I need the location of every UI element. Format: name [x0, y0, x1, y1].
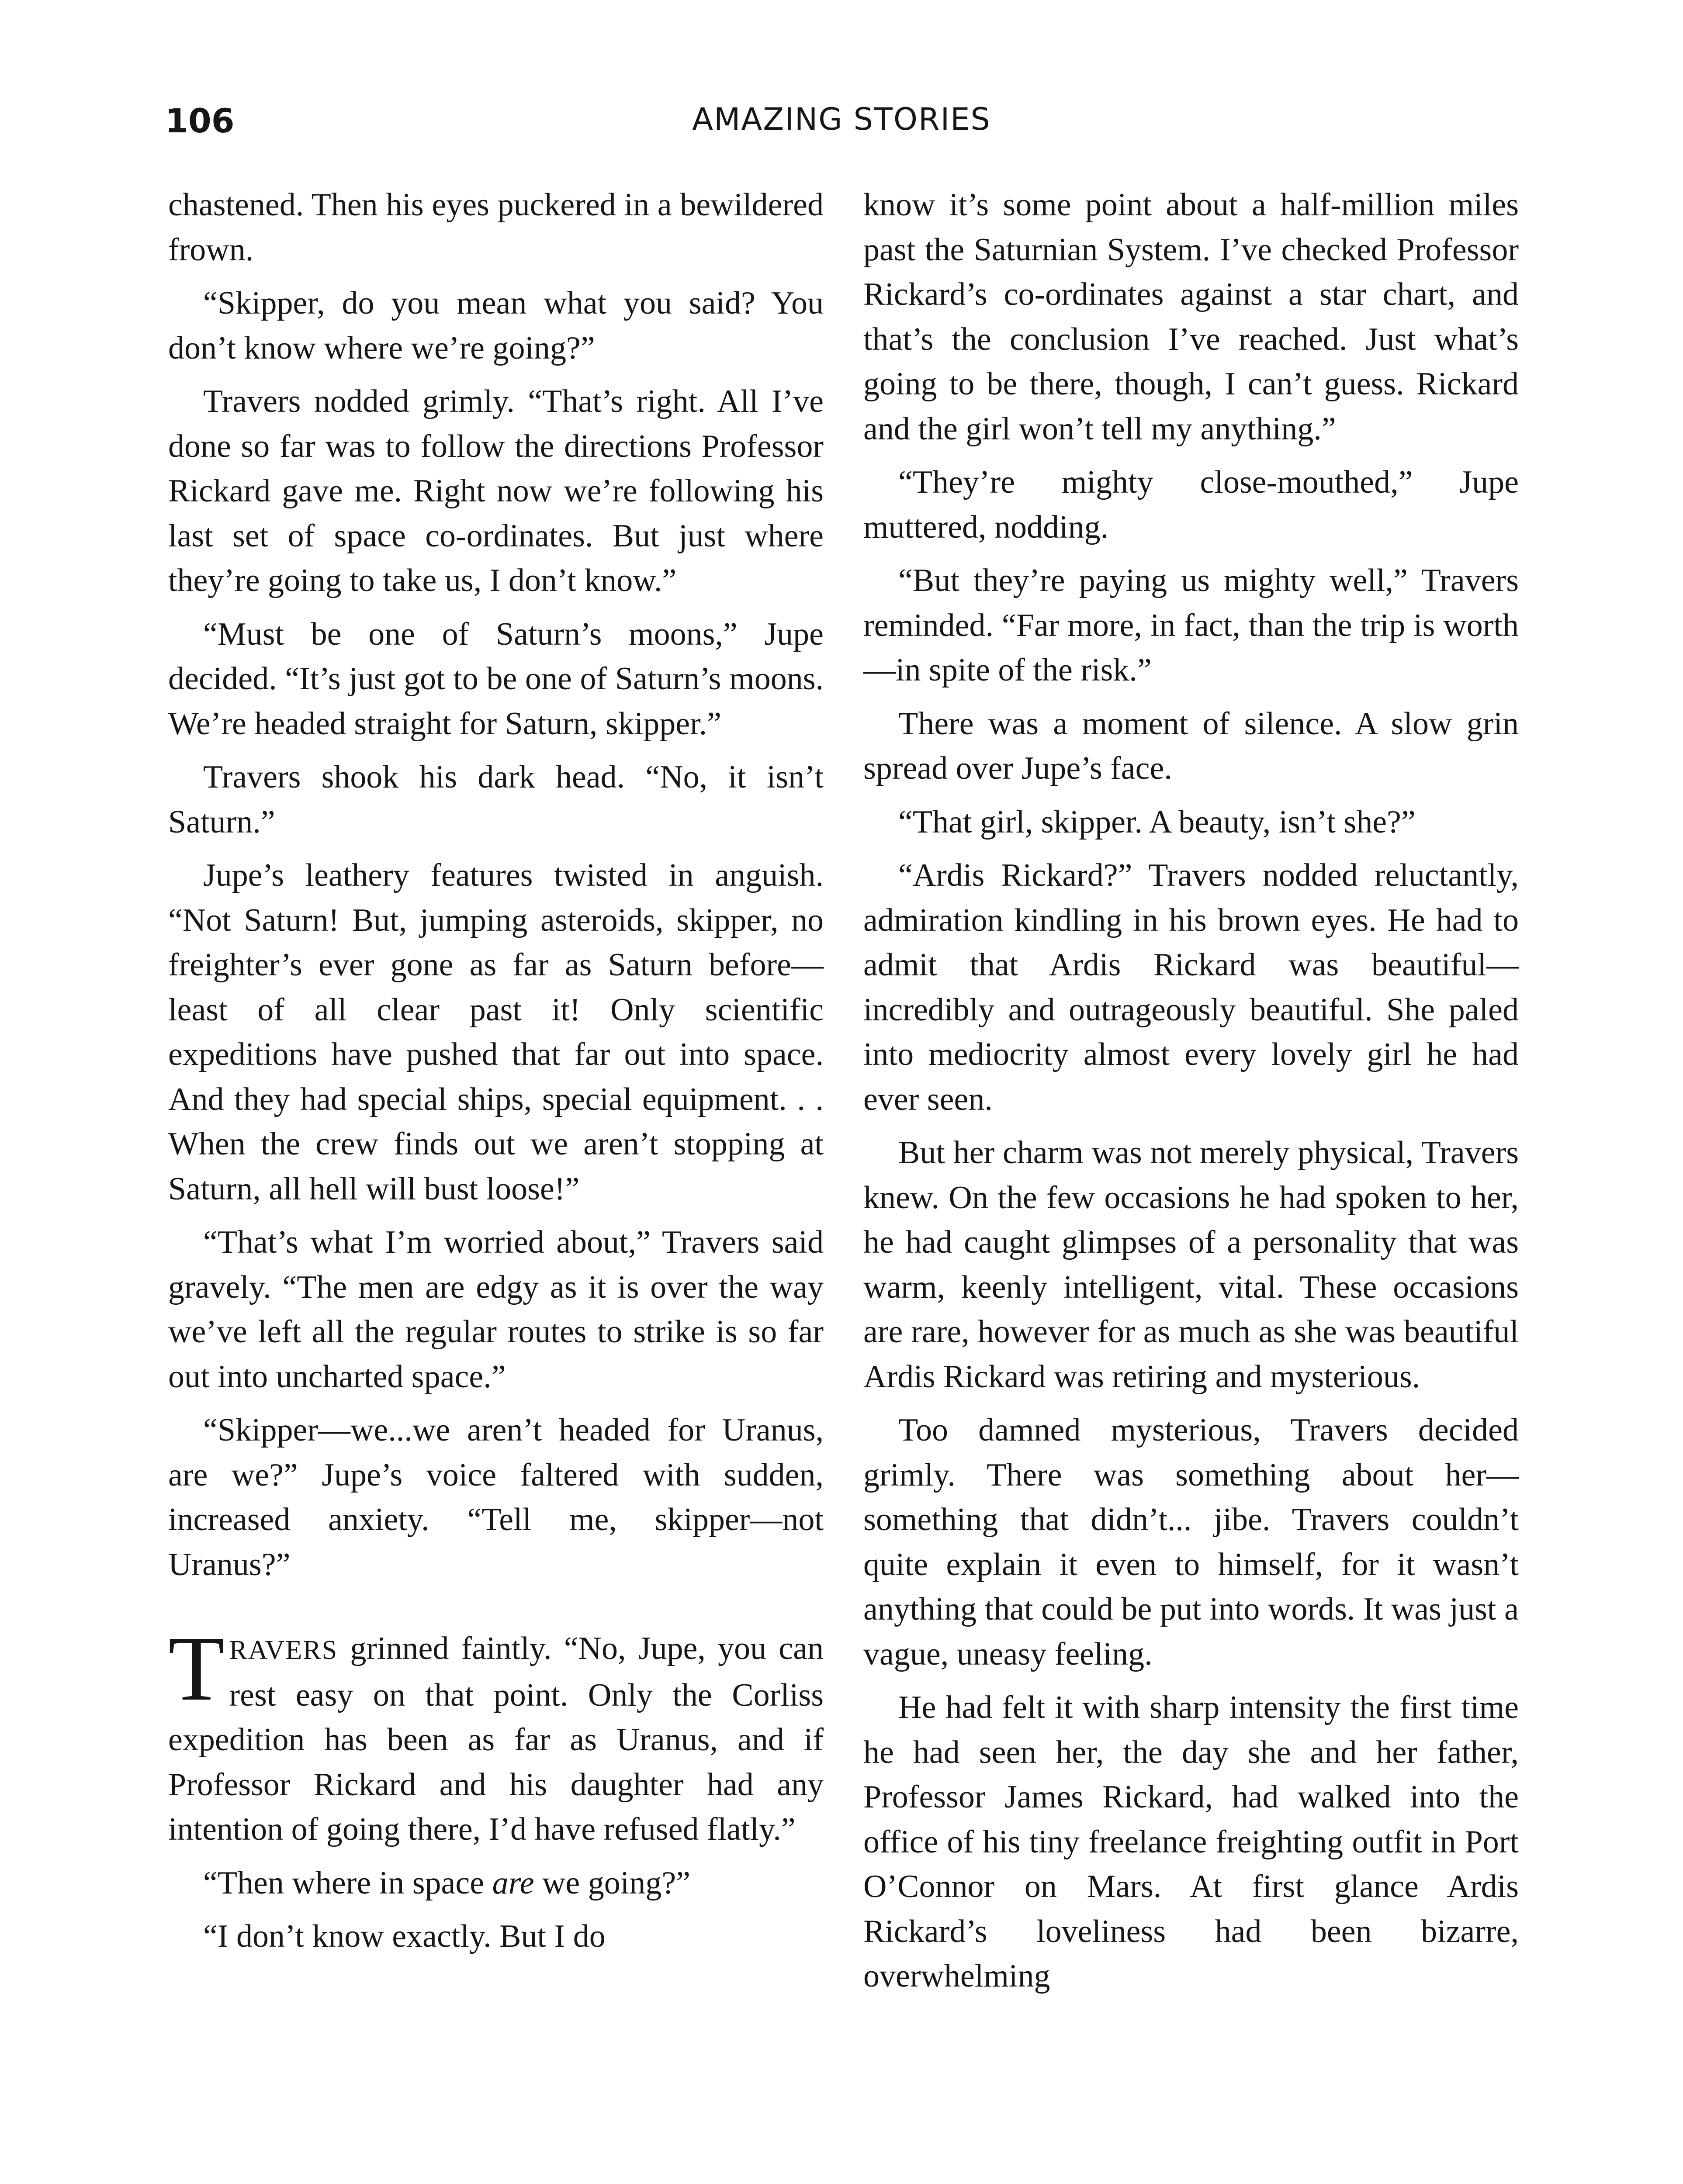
paragraph: Travers shook his dark head. “No, it isn’t Saturn.”	[168, 759, 824, 840]
paragraph: “They’re mighty close-mouthed,” Jupe muttered, nodding.	[863, 464, 1519, 545]
paragraph-text: “Then where in space	[203, 1865, 492, 1901]
right-column	[863, 183, 1519, 2008]
paragraph-with-drop-cap	[168, 1617, 824, 1852]
paragraph: He had felt it with sharp intensity the first time he had seen her, the day she and her father, Professor James Rickard, had walked into the office of his tiny freelance freighting outfit in Port O’Connor on Mars. At first glance Ardis Rickard’s loveliness had been bizarre, overwhelming	[863, 1690, 1519, 1994]
running-title: AMAZING STORIES	[692, 101, 991, 137]
paragraph: “I don’t know exactly. But I do	[203, 1918, 606, 1954]
paragraph: There was a moment of silence. A slow grin spread over Jupe’s face.	[863, 705, 1519, 786]
paragraph-text: grinned faintly. “No, Jupe, you can rest easy on that point. Only the Corliss expedition has been as far as Uranus, and if Professor Rickard and his daughter had any intention of going there, I’d have refused flatly.”	[168, 1631, 824, 1847]
paragraph: “Must be one of Saturn’s moons,” Jupe decided. “It’s just got to be one of Saturn’s moons. We’re headed straight for Saturn, skipper.”	[168, 616, 824, 742]
paragraph: Too damned mysterious, Travers decided grimly. There was something about her—something that didn’t... jibe. Travers couldn’t quite explain it even to himself, for it wasn’t anything that could be put into words. It was just a vague, uneasy feeling.	[863, 1412, 1519, 1672]
paragraph: “Ardis Rickard?” Travers nodded reluctantly, admiration kindling in his brown eyes. He had to admit that Ardis Rickard was beautiful—incredibly and outrageously beautiful. She paled into mediocrity almost every lovely girl he had ever seen.	[863, 857, 1519, 1117]
emphasis-text: are	[492, 1865, 534, 1901]
page-number: 106	[165, 101, 235, 140]
paragraph: “But they’re paying us mighty well,” Travers reminded. “Far more, in fact, than the trip is worth—in spite of the risk.”	[863, 563, 1519, 688]
small-caps-lead: RAVERS	[229, 1635, 338, 1665]
paragraph-text: we going?”	[534, 1865, 691, 1901]
paragraph: “Skipper—we...we aren’t headed for Uranus, are we?” Jupe’s voice faltered with sudden, increased anxiety. “Tell me, skipper—not Uranus?”	[168, 1412, 824, 1583]
paragraph: Jupe’s leathery features twisted in anguish. “Not Saturn! But, jumping asteroids, skipper, no freighter’s ever gone as far as Saturn before—least of all clear past it! Only scientific expeditions have pushed that far out into space. And they had special ships, special equipment. . . When the crew finds out we aren’t stopping at Saturn, all hell will bust loose!”	[168, 857, 824, 1207]
paragraph: chastened. Then his eyes puckered in a bewildered frown.	[168, 187, 824, 268]
paragraph: “That girl, skipper. A beauty, isn’t she?”	[898, 804, 1416, 840]
paragraph: “That’s what I’m worried about,” Travers said gravely. “The men are edgy as it is over the way we’ve left all the regular routes to strike is so far out into uncharted space.”	[168, 1224, 824, 1395]
paragraph: know it’s some point about a half-million miles past the Saturnian System. I’ve checked Professor Rickard’s co-ordinates against a star chart, and that’s the conclusion I’ve reached. Just what’s going to be there, though, I can’t guess. Rickard and the girl won’t tell my anything.”	[863, 187, 1519, 447]
paragraph	[168, 1861, 824, 1906]
left-column	[168, 183, 824, 1968]
paragraph: “Skipper, do you mean what you said? You don’t know where we’re going?”	[168, 285, 824, 366]
paragraph: But her charm was not merely physical, Travers knew. On the few occasions he had spoken to her, he had caught glimpses of a personality that was warm, keenly intelligent, vital. These occasions are rare, however for as much as she was beautiful Ardis Rickard was retiring and mysterious.	[863, 1135, 1519, 1395]
drop-cap: T	[168, 1617, 225, 1720]
paragraph: Travers nodded grimly. “That’s right. All I’ve done so far was to follow the directions Professor Rickard gave me. Right now we’re following his last set of space co-ordinates. But just where they’re going to take us, I don’t know.”	[168, 384, 824, 598]
